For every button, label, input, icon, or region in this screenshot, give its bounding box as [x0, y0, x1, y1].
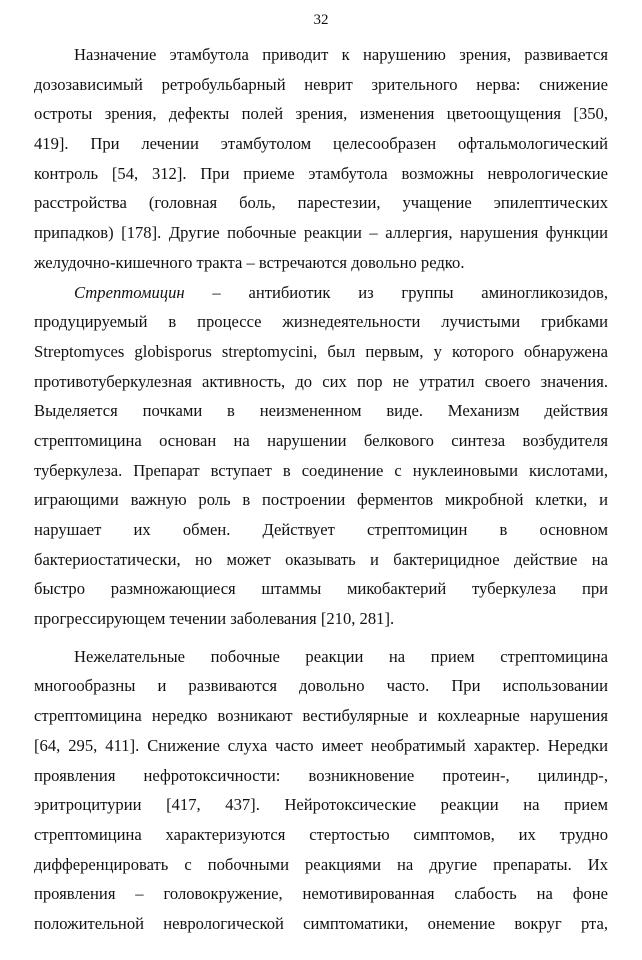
page-number: 32 [313, 12, 329, 28]
paragraph-ethambutol [34, 40, 608, 278]
text-line: Streptomyces globisporus streptomycini, был первым, у которого обнаружена [34, 341, 608, 361]
text-line: стрептомицина характеризуются стертостью симптомов, их трудно [34, 824, 608, 844]
text-line: эритроцитурии [417, 437]. Нейротоксические реакции на прием [34, 795, 608, 815]
text-line: нарушает их обмен. Действует стрептомицин в основном [34, 520, 608, 539]
text-line: Выделяется почками в неизмененном виде. Механизм действия [34, 401, 608, 421]
text-line: играющими важную роль в построении ферментов микробной клетки, и [34, 490, 608, 510]
text-line: контроль [54, 312]. При приеме этамбутола возможны неврологические [34, 163, 608, 183]
text-line: припадков) [178]. Другие побочные реакции – аллергия, нарушения функции [34, 223, 608, 243]
text-line: дозозависимый ретробульбарный неврит зрительного нерва: снижение [34, 74, 608, 94]
text-line: прогрессирующем течении заболевания [210, 281]. [34, 609, 395, 629]
text-line: стрептомицина основан на нарушении белкового синтеза возбудителя [34, 430, 608, 450]
text-line [34, 278, 608, 308]
text-line: расстройства (головная боль, парестезии, учащение эпилептических [34, 193, 608, 213]
text-line: бактериостатически, но может оказывать и бактерицидное действие на [34, 549, 608, 569]
text-line: стрептомицина нередко возникают вестибулярные и кохлеарные нарушения [34, 706, 608, 726]
text-line: проявления – головокружение, немотивированная слабость на фоне [34, 884, 608, 904]
text-line: положительной неврологической симптоматики, онемение вокруг рта, [34, 913, 608, 933]
text-line: Назначение этамбутола приводит к нарушению зрения, развивается [74, 45, 608, 64]
text-line: проявления нефротоксичности: возникновение протеин-, цилиндр-, [34, 765, 608, 785]
text-line: дифференцировать с побочными реакциями на другие препараты. Их [34, 854, 608, 874]
text-fragment: – антибиотик из группы аминогликозидов, [212, 282, 608, 302]
text-line: [64, 295, 411]. Снижение слуха часто имеет необратимый характер. Нередки [34, 735, 608, 755]
text-line: 419]. При лечении этамбутолом целесообразен офтальмологический [34, 134, 608, 154]
text-line: продуцируемый в процессе жизнедеятельности лучистыми грибками [34, 312, 608, 332]
text-line: туберкулеза. Препарат вступает в соединение с нуклеиновыми кислотами, [34, 460, 608, 480]
paragraph-gap [34, 634, 608, 642]
text-line: многообразны и развиваются довольно часто. При использовании [34, 676, 608, 696]
body-text [34, 40, 608, 939]
text-line: противотуберкулезная активность, до сих пор не утратил своего значения. [34, 371, 608, 391]
drug-term-streptomycin: Стрептомицин [74, 282, 185, 302]
text-line: Нежелательные побочные реакции на прием стрептомицина [74, 646, 608, 666]
paragraph-streptomycin-adverse-reactions [34, 642, 608, 939]
text-line: желудочно-кишечного тракта – встречаются довольно редко. [34, 252, 465, 272]
text-line: остроты зрения, дефекты полей зрения, изменения цветоощущения [350, [34, 104, 608, 124]
paragraph-streptomycin [34, 278, 608, 634]
text-line: быстро размножающиеся штаммы микобактерий туберкулеза при [34, 579, 608, 599]
